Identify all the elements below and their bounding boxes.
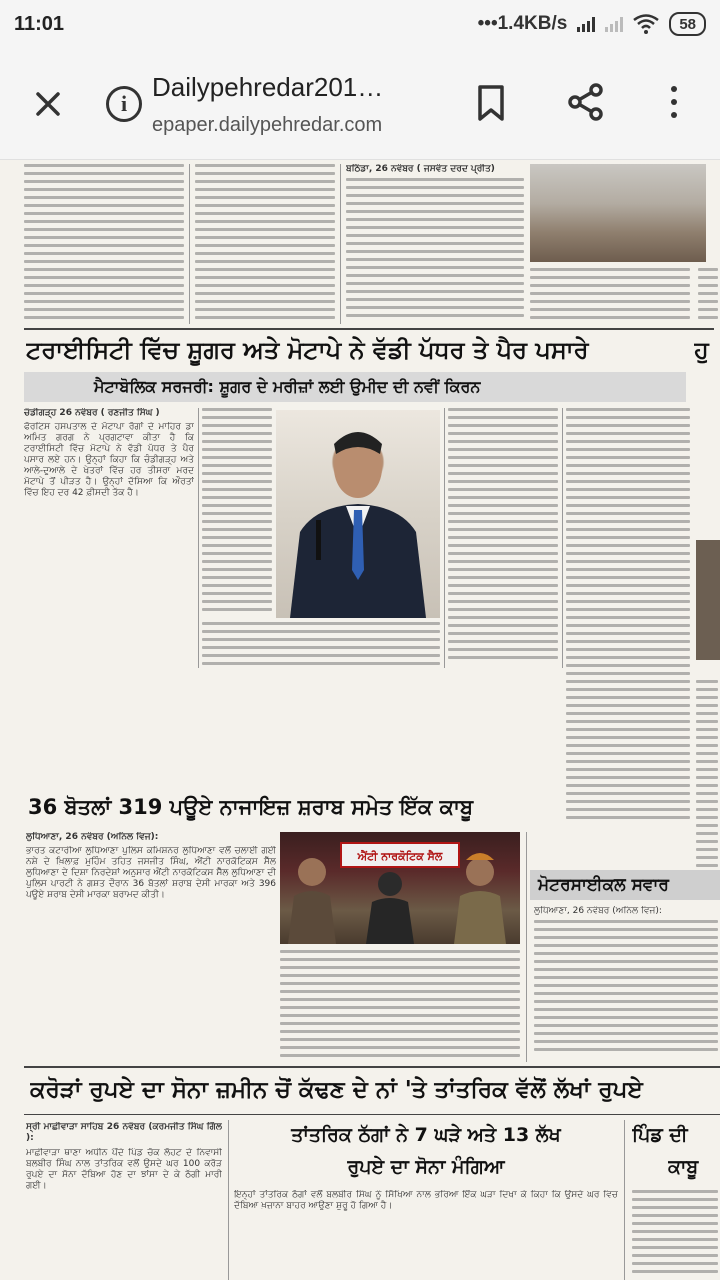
- story-1-dateline: ਚੰਡੀਗੜ੍ਹ 26 ਨਵੰਬਰ ( ਰਣਜੀਤ ਸਿੰਘ ): [24, 408, 160, 418]
- status-time: 11:01: [14, 12, 65, 35]
- column-divider: [444, 408, 445, 668]
- top-column-4: [530, 268, 690, 324]
- network-speed: •••1.4KB/s: [477, 13, 568, 34]
- headline-4-line-2: ਰੁਪਏ ਦਾ ਸੋਨਾ ਮੰਗਿਆ: [347, 1156, 505, 1178]
- wifi-icon: [633, 14, 659, 34]
- right-edge-photo: [696, 540, 720, 660]
- status-icons: [478, 12, 706, 36]
- story-2-dateline: ਲੁਧਿਆਣਾ, 26 ਨਵੰਬਰ (ਅਨਿਲ ਵਿਜ):: [26, 832, 159, 842]
- battery-level: 58: [679, 15, 696, 33]
- signal-secondary-icon: [605, 16, 623, 32]
- story-2-column-2: [280, 950, 520, 1062]
- top-column-1: [24, 164, 184, 324]
- subhead-1-text: ਮੈਟਾਬੋਲਿਕ ਸਰਜਰੀ: ਸ਼ੂਗਰ ਦੇ ਮਰੀਜ਼ਾਂ ਲਈ ਉਮੀਦ ਦੀ ਨਵੀਂ ਕਿਰਨ: [94, 377, 481, 396]
- headline-5-line-1: ਪਿੰਡ ਦੀ: [632, 1124, 688, 1146]
- section-divider: [24, 1066, 720, 1068]
- headline-2: 36 ਬੋਤਲਾਂ 319 ਪਊਏ ਨਾਜਾਇਜ਼ ਸ਼ਰਾਬ ਸਮੇਤ ਇੱਕ ਕਾਬੂ: [28, 795, 474, 819]
- story-1-body: ਫੋਰਟਿਸ ਹਸਪਤਾਲ ਦੇ ਮੋਟਾਪਾ ਰੋਗਾਂ ਦੇ ਮਾਹਿਰ ਡਾ ਅਮਿਤ ਗਰਗ ਨੇ ਪ੍ਰਗਟਾਵਾ ਕੀਤਾ ਹੈ ਕਿ ਟਰਾਈਸਿਟੀ ਵਿੱਚ ਮੋਟਾਪੇ ਨੇ ਵੱਡੀ ਪੱਧਰ ਤੇ ਪੈਰ ਪਸਾਰ ਲਏ ਹਨ। ਉਨ੍ਹਾਂ ਕਿਹਾ ਕਿ ਚੰਡੀਗੜ੍ਹ ਅਤੇ ਆਲੇ-ਦੁਆਲੇ ਦੇ ਖੇਤਰਾਂ ਵਿੱਚ ਹਰ ਤੀਸਰਾ ਮਰਦ ਮੋਟਾਪੇ ਤੋਂ ਪੀੜਤ ਹੈ। ਉਨ੍ਹਾਂ ਦੱਸਿਆ ਕਿ ਔਰਤਾਂ ਵਿੱਚ ਇਹ ਦਰ 42 ਫ਼ੀਸਦੀ ਤੱਕ ਹੈ।: [24, 422, 194, 498]
- headline-4-line-1: ਤਾਂਤਰਿਕ ਠੱਗਾਂ ਨੇ 7 ਘੜੇ ਅਤੇ 13 ਲੱਖ: [291, 1124, 561, 1146]
- column-divider: [624, 1120, 625, 1280]
- story-1-column-3: [202, 622, 440, 668]
- story-4-body: ਇਨ੍ਹਾਂ ਤਾਂਤਰਿਕ ਠੱਗਾਂ ਵਲੋਂ ਬਲਬੀਰ ਸਿੰਘ ਨੂੰ ਸਿੱਖਿਆ ਨਾਲ ਭਰਿਆ ਇੱਕ ਘੜਾ ਦਿਖਾ ਕੇ ਕਿਹਾ ਕਿ ਉਸਦੇ ਘਰ ਵਿਚ ਦੱਬਿਆ ਖ਼ਜ਼ਾਨਾ ਬਾਹਰ ਆਉਣਾ ਸ਼ੁਰੂ ਹੋ ਗਿਆ ਹੈ।: [234, 1190, 618, 1211]
- close-icon[interactable]: [30, 86, 66, 122]
- doctor-figure: [276, 410, 440, 618]
- overflow-menu-icon[interactable]: [664, 82, 684, 122]
- column-divider: [562, 408, 563, 668]
- headline-3: ਕਰੋੜਾਂ ਰੁਪਏ ਦਾ ਸੋਨਾ ਜ਼ਮੀਨ ਚੋਂ ਕੱਢਣ ਦੇ ਨਾਂ 'ਤੇ ਤਾਂਤਰਿਕ ਵੱਲੋਂ ਲੱਖਾਂ ਰੁਪਏ: [30, 1077, 643, 1103]
- story-1-column-4: [448, 408, 558, 668]
- box-body: [534, 920, 718, 1062]
- page-url[interactable]: epaper.dailypehredar.com: [152, 114, 383, 136]
- info-icon[interactable]: i: [106, 86, 142, 122]
- page-title: Dailypehredar201…: [152, 72, 384, 102]
- story-1-column-2: [202, 408, 272, 618]
- headline-5-line-2: ਕਾਬੂ: [668, 1156, 699, 1178]
- story-2-body: ਭਾਰਤ ਕਟਾਰੀਆ ਲੁਧਿਆਣਾ ਪੁਲਿਸ ਕਮਿਸ਼ਨਰ ਲੁਧਿਆਣਾ ਵਲੋਂ ਚਲਾਈ ਗਈ ਨਸ਼ੇ ਦੇ ਖ਼ਿਲਾਫ਼ ਮੁਹਿੰਮ ਤਹਿਤ ਜਸਜੀਤ ਸਿੰਘ, ਐਂਟੀ ਨਾਰਕੋਟਿਕਸ ਸੈੱਲ ਲੁਧਿਆਣਾ ਦੇ ਦਿਸ਼ਾ ਨਿਰਦੇਸ਼ਾਂ ਅਨੁਸਾਰ ਐਂਟੀ ਨਾਰਕੋਟਿਕਸ ਸੈੱਲ ਲੁਧਿਆਣਾ ਦੀ ਪੁਲਿਸ ਪਾਰਟੀ ਨੇ ਗਸ਼ਤ ਦੌਰਾਨ 36 ਬੋਤਲਾਂ ਸ਼ਰਾਬ ਦੇਸੀ ਮਾਰਕਾ ਅਤੇ 396 ਪਊਏ ਸ਼ਰਾਬ ਦੇਸੀ ਮਾਰਕਾ ਬਰਾਮਦ ਕੀਤੀ।: [26, 846, 276, 900]
- column-divider: [189, 164, 190, 324]
- police-photo: [280, 832, 520, 944]
- story-5-body: [632, 1190, 718, 1280]
- headline-1: ਟਰਾਈਸਿਟੀ ਵਿੱਚ ਸ਼ੂਗਰ ਅਤੇ ਮੋਟਾਪੇ ਨੇ ਵੱਡੀ ਪੱਧਰ ਤੇ ਪੈਰ ਪਸਾਰੇ: [26, 336, 589, 364]
- right-edge-column: [696, 680, 718, 880]
- column-divider: [526, 832, 527, 1062]
- subhead-1: [24, 372, 686, 402]
- box-title: [530, 870, 720, 900]
- box-title-text: ਮੋਟਰਸਾਈਕਲ ਸਵਾਰ: [538, 875, 669, 895]
- officers-figures: [280, 832, 520, 944]
- top-column-3: [346, 178, 524, 324]
- top-column-2: [195, 164, 335, 324]
- status-bar: [0, 0, 720, 48]
- section-divider: [24, 328, 714, 330]
- section-divider: [24, 1114, 720, 1115]
- column-divider: [228, 1120, 229, 1280]
- battery-icon: [669, 12, 706, 36]
- column-divider: [340, 164, 341, 324]
- story-1-column-5: [566, 408, 690, 828]
- epaper-page[interactable]: [0, 160, 720, 1280]
- doctor-photo: [276, 410, 440, 618]
- headline-1-fragment: ਹੁ: [694, 336, 709, 364]
- share-icon[interactable]: [566, 82, 606, 122]
- top-right-dateline: ਬਠਿੰਡਾ, 26 ਨਵੰਬਰ ( ਜਸਵੰਤ ਦਰਦ ਪ੍ਰੀਤ): [346, 164, 495, 174]
- signal-icon: [577, 16, 595, 32]
- story-3-body: ਮਾਛੀਵਾੜਾ ਥਾਣਾ ਅਧੀਨ ਪੈਂਦੇ ਪਿੰਡ ਚੱਕ ਲੋਹਟ ਦੇ ਨਿਵਾਸੀ ਬਲਬੀਰ ਸਿੰਘ ਨਾਲ ਤਾਂਤਰਿਕ ਵਲੋਂ ਉਸਦੇ ਘਰ 100 ਕਰੋੜ ਰੁਪਏ ਦਾ ਸੋਨਾ ਦੱਬਿਆ ਹੋਣ ਦਾ ਝਾਂਸਾ ਦੇ ਕੇ ਠੱਗੀ ਮਾਰੀ ਗਈ।: [26, 1148, 222, 1191]
- browser-toolbar: [0, 48, 720, 160]
- bookmark-icon[interactable]: [474, 84, 508, 122]
- top-column-5: [698, 268, 718, 324]
- column-divider: [198, 408, 199, 668]
- box-dateline: ਲੁਧਿਆਣਾ, 26 ਨਵੰਬਰ (ਅਨਿਲ ਵਿਜ):: [534, 906, 662, 916]
- story-3-dateline: ਸ੍ਰੀ ਮਾਛੀਵਾੜਾ ਸਾਹਿਬ 26 ਨਵੰਬਰ (ਕਰਮਜੀਤ ਸਿੰਘ ਗਿੱਲ ):: [26, 1122, 222, 1143]
- police-banner: ਐਂਟੀ ਨਾਰਕੋਟਿਕ ਸੈਲ: [340, 842, 460, 868]
- event-photo: [530, 164, 706, 262]
